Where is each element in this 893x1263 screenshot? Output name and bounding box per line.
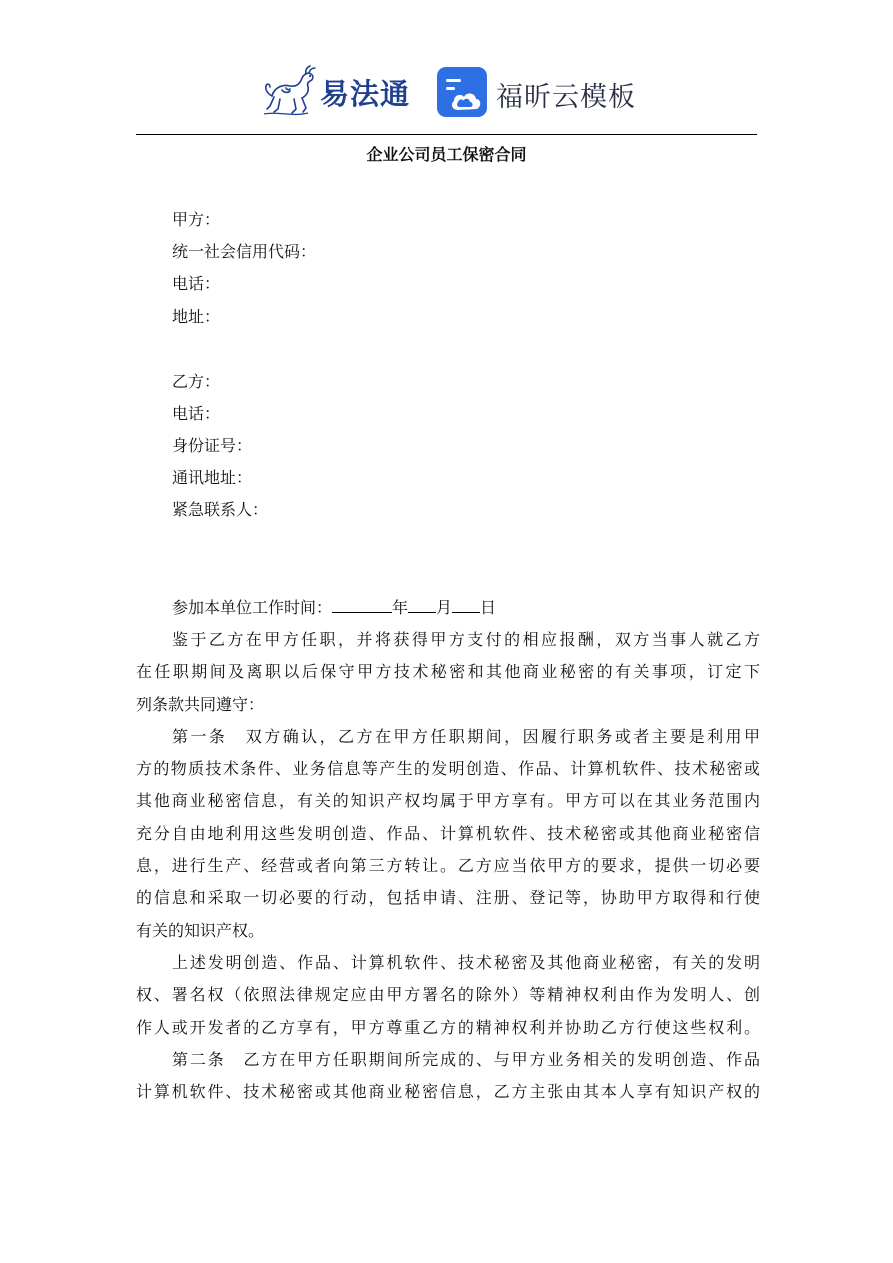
- party-b-mail-address-label: 通讯地址：: [172, 468, 253, 487]
- month-blank: [408, 594, 436, 613]
- contract-body: [136, 624, 760, 1108]
- yifatong-logo-text: 易法通: [320, 77, 411, 111]
- year-blank: [332, 594, 392, 613]
- yifatong-logo: [262, 62, 422, 118]
- body-line: 其他商业秘密信息，有关的知识产权均属于甲方享有。甲方可以在其业务范围内: [136, 791, 760, 811]
- party-a-name-label: 甲方：: [172, 210, 221, 229]
- party-b-emergency-contact-label: 紧急联系人：: [172, 500, 269, 519]
- party-b-name-label: 乙方：: [172, 372, 221, 391]
- foxit-cloud-template-logo-text: 福昕云模板: [496, 82, 636, 113]
- body-line: 鉴于乙方在甲方任职，并将获得甲方支付的相应报酬，双方当事人就乙方: [172, 630, 760, 649]
- body-line: 作人或开发者的乙方享有，甲方尊重乙方的精神权利并协助乙方行使这些权利。: [136, 1017, 760, 1037]
- body-line: 计算机软件、技术秘密或其他商业秘密信息，乙方主张由其本人享有知识产权的: [136, 1082, 760, 1102]
- qilin-mascot-icon: [262, 62, 322, 118]
- body-line: 权、署名权（依照法律规定应由甲方署名的除外）等精神权利由作为发明人、创: [136, 985, 760, 1005]
- party-b-id-label: 身份证号：: [172, 436, 253, 455]
- foxit-cloud-template-logo: [436, 66, 636, 118]
- day-unit: 日: [480, 598, 497, 617]
- body-line: 的信息和采取一切必要的行动，包括申请、注册、登记等，协助甲方取得和行使: [136, 888, 760, 908]
- cloud-document-icon: [436, 66, 488, 118]
- work-start-date: [172, 592, 496, 624]
- body-line: 方的物质技术条件、业务信息等产生的发明创造、作品、计算机软件、技术秘密或: [136, 759, 760, 779]
- body-line: 有关的知识产权。: [136, 920, 265, 940]
- party-a-credit-code-label: 统一社会信用代码：: [172, 242, 317, 261]
- party-b-phone-label: 电话：: [172, 404, 221, 423]
- page-header: [0, 58, 893, 122]
- body-line: 在任职期间及离职以后保守甲方技术秘密和其他商业秘密的有关事项，订定下: [136, 662, 760, 682]
- party-a-address-label: 地址：: [172, 307, 221, 326]
- month-unit: 月: [436, 598, 453, 617]
- body-line: 上述发明创造、作品、计算机软件、技术秘密及其他商业秘密，有关的发明: [172, 952, 760, 972]
- work-start-date-label: 参加本单位工作时间：: [172, 598, 333, 617]
- document-title: 企业公司员工保密合同: [366, 145, 527, 164]
- body-line: 第一条 双方确认，乙方在甲方任职期间，因履行职务或者主要是利用甲: [172, 726, 760, 746]
- body-line: 充分自由地利用这些发明创造、作品、计算机软件、技术秘密或其他商业秘密信: [136, 823, 760, 843]
- header-divider: [136, 134, 757, 135]
- body-line: 第二条 乙方在甲方任职期间所完成的、与甲方业务相关的发明创造、作品: [172, 1049, 760, 1069]
- party-a-phone-label: 电话：: [172, 274, 221, 293]
- day-blank: [452, 594, 480, 613]
- body-line: 息，进行生产、经营或者向第三方转让。乙方应当依甲方的要求，提供一切必要: [136, 856, 760, 876]
- body-line: 列条款共同遵守：: [136, 694, 265, 714]
- year-unit: 年: [392, 598, 409, 617]
